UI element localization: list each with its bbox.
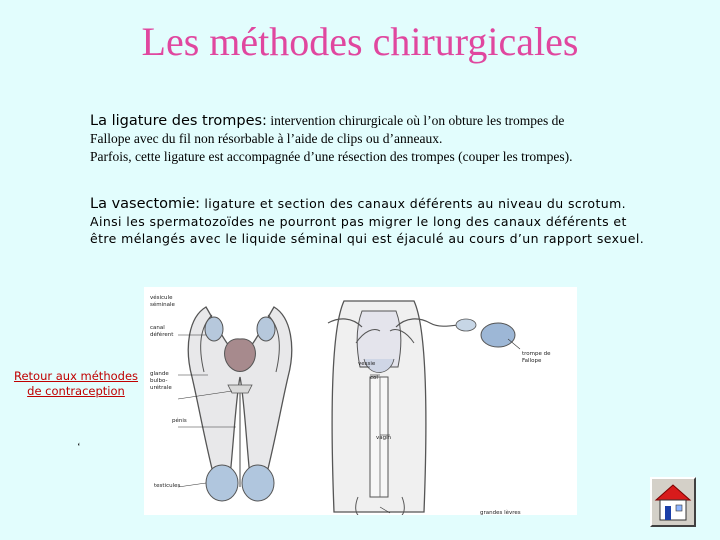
ligature-paragraph: [90, 112, 650, 166]
label-glande-3: urétrale: [150, 385, 172, 391]
home-button[interactable]: [650, 477, 696, 527]
back-link-line-2[interactable]: de contraception: [27, 384, 125, 398]
label-vesicule: vésicule: [150, 295, 173, 301]
label-penis: pénis: [172, 418, 187, 424]
ligature-heading: La ligature des trompes:: [90, 113, 267, 129]
vasectomie-paragraph: [90, 195, 650, 247]
page-title: Les méthodes chirurgicales: [141, 19, 579, 64]
label-vessie: vessie: [358, 361, 376, 367]
vasectomie-text-3: être mélangés avec le liquide séminal qui est éjaculé au cours d’un rapport sexuel.: [90, 231, 645, 246]
ligature-text-2: Fallope avec du fil non résorbable à l’aide de clips ou d’anneaux.: [90, 131, 443, 146]
ligature-text-1: intervention chirurgicale où l’on obture les trompes de: [266, 113, 565, 128]
label-glande-1: glande: [150, 371, 169, 377]
ligature-text-3: Parfois, cette ligature est accompagnée d’une résection des trompes (couper les trompes).: [90, 149, 573, 164]
back-to-contraception-link[interactable]: [10, 369, 142, 399]
tick-mark: ‘: [77, 441, 81, 453]
label-canal: canal: [150, 325, 165, 331]
label-trompe-1: trompe de: [522, 351, 551, 357]
label-seminale: séminale: [150, 302, 175, 308]
female-anatomy: [328, 301, 551, 515]
label-testicules: testicules: [154, 483, 181, 489]
vasectomie-text-2: Ainsi les spermatozoïdes ne pourront pas migrer le long des canaux déférents et: [90, 214, 627, 229]
label-col: col: [370, 375, 378, 381]
label-deferent: déférent: [150, 332, 174, 338]
vasectomie-text-1: ligature et section des canaux déférents au niveau du scrotum.: [200, 196, 627, 211]
vasectomie-heading: La vasectomie:: [90, 196, 201, 212]
male-anatomy: [150, 294, 292, 501]
label-vagin: vagin: [376, 435, 392, 441]
house-icon: [652, 479, 694, 525]
back-link-line-1[interactable]: Retour aux méthodes: [13, 369, 139, 383]
anatomy-figure: [144, 287, 577, 515]
label-trompe-2: Fallope: [522, 358, 542, 364]
anatomy-diagram: [144, 287, 577, 515]
label-levres: grandes lèvres: [480, 510, 521, 515]
label-glande-2: bulbo-: [150, 378, 168, 384]
